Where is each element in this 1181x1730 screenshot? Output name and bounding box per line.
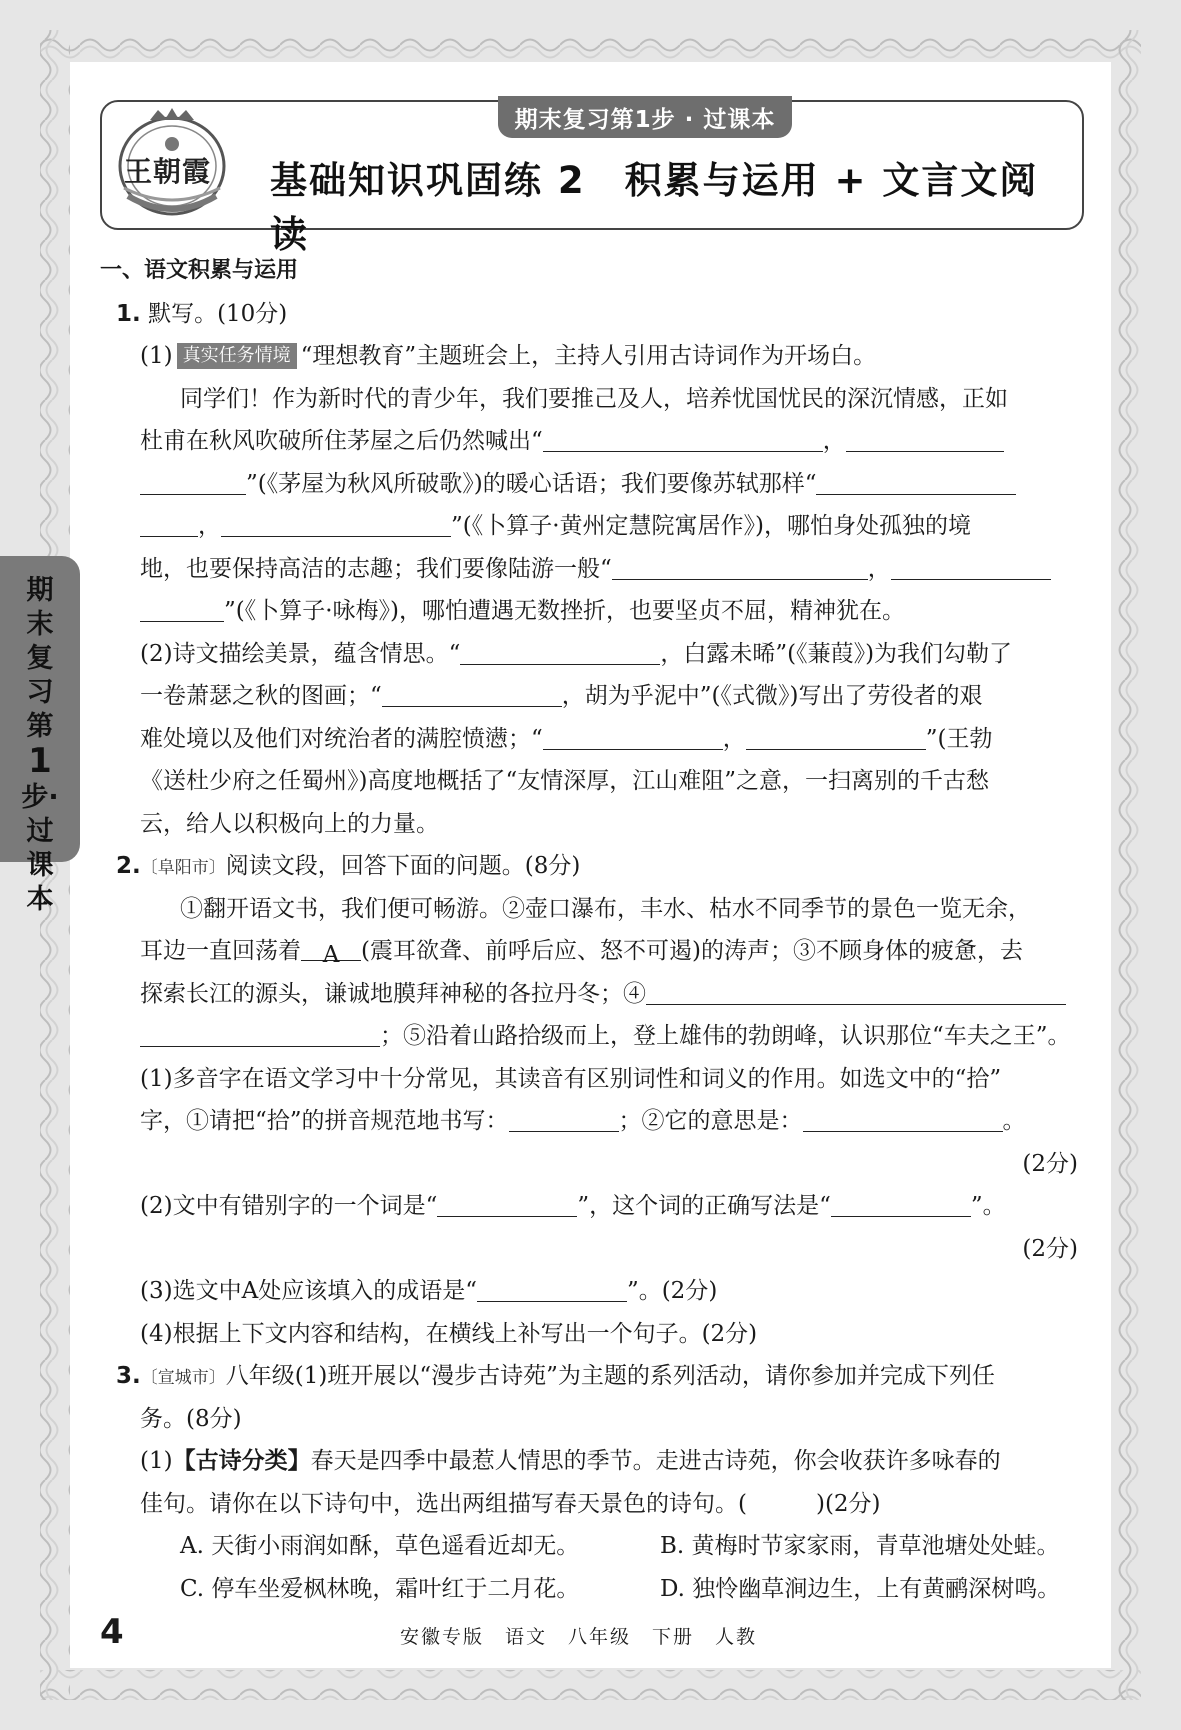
q1-passage-line: 同学们！作为新时代的青少年，我们要推己及人，培养忧国忧民的深沉情感，正如 [180, 385, 1008, 412]
passage-text: 字，①请把“拾”的拼音规范地书写： [140, 1108, 509, 1134]
region-tag: 〔宣城市〕 [140, 1368, 226, 1388]
q3-options-row [100, 1568, 1080, 1611]
passage-text: ；②它的意思是： [618, 1108, 803, 1134]
q1-part2-line: 《送杜少府之任蜀州》)高度地概括了“友情深厚，江山难阻”之意，一扫离别的千古愁 [140, 768, 989, 794]
q2-sub3 [100, 1270, 1080, 1313]
passage-text: ， [867, 555, 891, 582]
q1-passage-line [100, 420, 1080, 463]
answer-blank[interactable] [140, 595, 224, 622]
question-text: 默写。(10分) [148, 300, 288, 327]
q2-sub1: (1)多音字在语文学习中十分常见，其读音有区别词性和词义的作用。如选文中的“拾” [140, 1065, 1002, 1092]
passage-text: ”。 [970, 1193, 1006, 1219]
passage-text: ”(王勃 [925, 725, 993, 752]
passage-text: ， [198, 513, 221, 539]
question-1-title [100, 293, 1080, 336]
score-label: (2分) [1022, 1235, 1078, 1262]
side-tab-num: 1 [28, 741, 52, 781]
option-c[interactable]: C. 停车坐爱枫林晚，霜叶红于二月花。 [180, 1575, 580, 1602]
passage-text: 耳边一直回荡着 [140, 938, 301, 964]
passage-text: ，白露未晞”(《蒹葭》)为我们勾勒了 [660, 640, 1013, 667]
answer-blank[interactable] [543, 425, 823, 452]
question-text: 阅读文段，回答下面的问题。(8分) [225, 853, 581, 879]
passage-text: ，胡为乎泥中”(《式微》)写出了劳役者的艰 [561, 683, 983, 709]
answer-blank[interactable] [831, 1190, 971, 1217]
answer-blank[interactable] [816, 468, 1016, 495]
footer-info: 安徽专版 语文 八年级 下册 人教 [400, 1626, 758, 1648]
passage-text: ”(《卜算子·黄州定慧院寓居作》)，哪怕身处孤独的境 [451, 513, 972, 539]
passage-text: 地，也要保持高洁的志趣；我们要像陆游一般“ [140, 555, 612, 582]
answer-blank[interactable] [140, 510, 198, 537]
q2-sub1 [100, 1100, 1080, 1143]
q3-sub1: 佳句。请你在以下诗句中，选出两组描写春天景色的诗句。( )(2分) [140, 1490, 881, 1517]
q1-part2-line [100, 633, 1080, 676]
side-tab-label [18, 574, 62, 917]
answer-blank[interactable] [891, 553, 1051, 580]
answer-blank[interactable] [746, 723, 926, 750]
q1-passage-line [100, 548, 1080, 591]
passage-text: 。 [1002, 1108, 1026, 1134]
passage-text: ”(《卜算子·咏梅》)，哪怕遭遇无数挫折，也要坚贞不屈，精神犹在。 [224, 598, 906, 624]
passage-text: ；⑤沿着山路拾级而上，登上雄伟的勃朗峰，认识那位“车夫之王”。 [380, 1023, 1071, 1049]
q1-part1-intro [100, 335, 1080, 378]
answer-blank[interactable] [477, 1275, 627, 1302]
answer-blank[interactable] [382, 680, 562, 707]
passage-text: ”，这个词的正确写法是“ [577, 1193, 831, 1219]
q3-options-row [100, 1525, 1080, 1568]
passage-text: (2)诗文描绘美景，蕴含情思。“ [140, 640, 461, 667]
passage-text: ”。(2分) [626, 1278, 718, 1304]
answer-blank[interactable] [509, 1105, 619, 1132]
sub-number: (1) [140, 1448, 173, 1474]
main-content [100, 250, 1080, 1610]
side-tab-part1: 期末复习第 [26, 575, 54, 742]
q1-passage-line [100, 463, 1080, 506]
page-title: 基础知识巩固练 2 积累与运用 + 文言文阅读 [270, 159, 1039, 256]
score-label: (2分) [1022, 1150, 1078, 1177]
passage-text: 探索长江的源头，谦诚地膜拜神秘的各拉丹冬；④ [140, 980, 646, 1007]
task-tag: 真实任务情境 [177, 343, 297, 369]
question-3-title-cont: 务。(8分) [140, 1405, 242, 1432]
question-3-title [100, 1355, 1080, 1398]
q3-sub1 [100, 1440, 1080, 1483]
passage-text: ”(《茅屋为秋风所破歌》)的暖心话语；我们要像苏轼那样“ [246, 470, 817, 497]
answer-blank[interactable] [646, 978, 1066, 1005]
passage-text: ， [722, 725, 746, 752]
passage-text: ， [822, 428, 846, 454]
question-text: 八年级(1)班开展以“漫步古诗苑”为主题的系列活动，请你参加并完成下列任 [225, 1363, 995, 1389]
q2-passage-line [100, 1015, 1080, 1058]
q1-part2-line: 云，给人以积极向上的力量。 [140, 810, 439, 837]
passage-text: 春天是四季中最惹人情思的季节。走进古诗苑，你会收获许多咏春的 [310, 1448, 1001, 1474]
sub-number: (1) [140, 343, 173, 369]
answer-blank[interactable] [437, 1190, 577, 1217]
section-heading: 一、语文积累与运用 [100, 258, 299, 283]
header-tab: 期末复习第1步 · 过课本 [498, 96, 792, 138]
category-keyword: 【古诗分类】 [172, 1448, 311, 1474]
question-number: 1. [116, 300, 141, 327]
answer-blank[interactable] [612, 553, 868, 580]
q2-passage-line: ①翻开语文书，我们便可畅游。②壶口瀑布，丰水、枯水不同季节的景色一览无余， [180, 895, 1031, 922]
page-number: 4 [100, 1612, 124, 1652]
passage-text: (震耳欲聋、前呼后应、怒不可遏)的涛声；③不顾身体的疲惫，去 [361, 938, 1023, 964]
q1-part2-line [100, 675, 1080, 718]
answer-blank[interactable] [543, 723, 723, 750]
answer-blank[interactable] [140, 1020, 380, 1047]
passage-text: (2)文中有错别字的一个词是“ [140, 1193, 438, 1219]
answer-blank[interactable] [221, 510, 451, 537]
q1-part2-line [100, 718, 1080, 761]
side-tab-part2: 步·过课本 [21, 782, 59, 915]
option-b[interactable]: B. 黄梅时节家家雨，青草池塘处处蛙。 [660, 1533, 1060, 1559]
passage-text: 一卷萧瑟之秋的图画；“ [140, 683, 382, 709]
passage-text: 杜甫在秋风吹破所住茅屋之后仍然喊出“ [140, 428, 543, 454]
logo-text: 王朝霞 [124, 155, 212, 188]
answer-blank[interactable] [846, 425, 1004, 452]
region-tag: 〔阜阳市〕 [140, 858, 226, 878]
q2-sub2 [100, 1185, 1080, 1228]
question-number: 3. [116, 1363, 141, 1389]
option-d[interactable]: D. 独怜幽草涧边生，上有黄鹂深树鸣。 [660, 1575, 1061, 1602]
option-a[interactable]: A. 天街小雨润如酥，草色遥看近却无。 [180, 1533, 580, 1559]
q1-passage-line [100, 505, 1080, 548]
answer-blank[interactable] [140, 468, 246, 495]
q2-sub4: (4)根据上下文内容和结构，在横线上补写出一个句子。(2分) [140, 1320, 758, 1347]
question-number: 2. [116, 853, 141, 879]
answer-blank[interactable] [460, 638, 660, 665]
blank-a: A [301, 934, 361, 961]
answer-blank[interactable] [803, 1105, 1003, 1132]
q2-passage-line [100, 930, 1080, 973]
q1-passage-line [100, 590, 1080, 633]
question-2-title [100, 845, 1080, 888]
passage-text: (3)选文中A处应该填入的成语是“ [140, 1278, 477, 1304]
sub-text: “理想教育”主题班会上，主持人引用古诗词作为开场白。 [300, 343, 877, 369]
q2-passage-line [100, 973, 1080, 1016]
passage-text: 难处境以及他们对统治者的满腔愤懑；“ [140, 725, 543, 752]
